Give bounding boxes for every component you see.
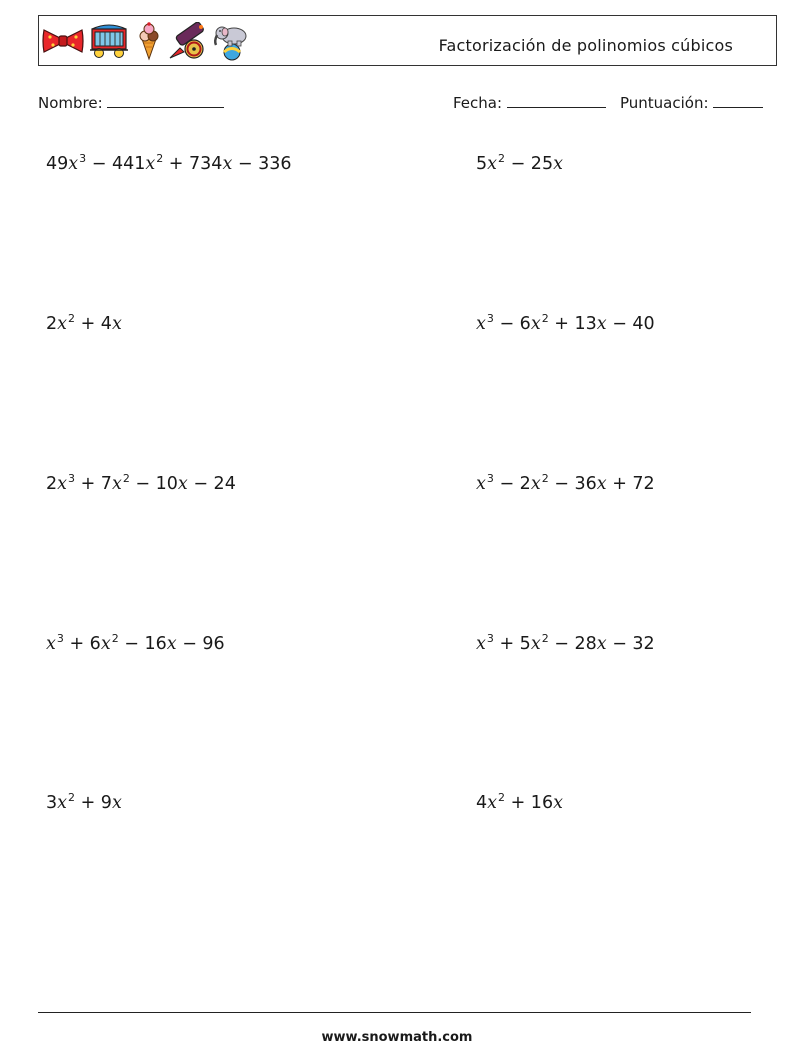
variable: x bbox=[530, 634, 541, 654]
term-text: 4 bbox=[476, 793, 488, 813]
variable: x bbox=[57, 474, 68, 494]
variable: x bbox=[476, 634, 486, 654]
cannon-icon bbox=[168, 22, 208, 60]
problem-4 bbox=[476, 312, 655, 334]
term-text: 2 bbox=[46, 474, 58, 494]
variable: x bbox=[487, 793, 498, 813]
exponent: 2 bbox=[498, 152, 506, 165]
worksheet-header bbox=[38, 15, 777, 66]
variable: x bbox=[553, 154, 563, 174]
variable: x bbox=[57, 314, 68, 334]
score-field[interactable] bbox=[620, 93, 763, 112]
term-text: − 16 bbox=[118, 634, 167, 654]
term-text: 49 bbox=[46, 154, 69, 174]
term-text: + 7 bbox=[75, 474, 112, 494]
problem-10 bbox=[476, 791, 563, 813]
term-text: − 2 bbox=[493, 474, 531, 494]
problem-7 bbox=[46, 632, 225, 654]
variable: x bbox=[68, 154, 79, 174]
name-line[interactable] bbox=[107, 93, 224, 108]
problem-5 bbox=[46, 472, 236, 494]
exponent: 2 bbox=[68, 791, 76, 804]
term-text: + 5 bbox=[493, 634, 531, 654]
exponent: 2 bbox=[111, 632, 119, 645]
term-text: 5 bbox=[476, 154, 488, 174]
variable: x bbox=[166, 634, 177, 654]
variable: x bbox=[553, 793, 563, 813]
name-label: Nombre: bbox=[38, 94, 103, 112]
term-text: − 25 bbox=[505, 154, 554, 174]
exponent: 2 bbox=[498, 791, 506, 804]
worksheet-title: Factorización de polinomios cúbicos bbox=[438, 36, 733, 55]
problem-1 bbox=[46, 152, 292, 174]
term-text: − 24 bbox=[187, 474, 236, 494]
term-text: − 40 bbox=[606, 314, 655, 334]
exponent: 2 bbox=[156, 152, 164, 165]
problem-9 bbox=[46, 791, 122, 813]
problem-6 bbox=[476, 472, 655, 494]
circus-wagon-icon bbox=[88, 23, 130, 59]
variable: x bbox=[530, 314, 541, 334]
bow-tie-icon bbox=[42, 26, 84, 56]
term-text: − 6 bbox=[493, 314, 531, 334]
term-text: + 6 bbox=[63, 634, 101, 654]
term-text: − 441 bbox=[86, 154, 146, 174]
term-text: + 734 bbox=[163, 154, 223, 174]
date-label: Fecha: bbox=[453, 94, 503, 112]
header-icons bbox=[42, 21, 252, 61]
term-text: + 13 bbox=[548, 314, 597, 334]
exponent: 3 bbox=[56, 632, 64, 645]
variable: x bbox=[111, 793, 122, 813]
exponent: 3 bbox=[79, 152, 87, 165]
variable: x bbox=[100, 634, 111, 654]
exponent: 3 bbox=[486, 472, 494, 485]
term-text: − 10 bbox=[129, 474, 178, 494]
ice-cream-icon bbox=[134, 21, 164, 61]
exponent: 2 bbox=[68, 312, 76, 325]
score-line[interactable] bbox=[713, 93, 763, 108]
variable: x bbox=[111, 314, 122, 334]
variable: x bbox=[596, 314, 607, 334]
score-label: Puntuación: bbox=[620, 94, 709, 112]
name-field[interactable] bbox=[38, 93, 224, 112]
variable: x bbox=[111, 474, 122, 494]
variable: x bbox=[177, 474, 188, 494]
problem-2 bbox=[476, 152, 563, 174]
variable: x bbox=[46, 634, 56, 654]
exponent: 3 bbox=[486, 312, 494, 325]
exponent: 2 bbox=[541, 472, 549, 485]
term-text: + 4 bbox=[75, 314, 112, 334]
variable: x bbox=[596, 634, 607, 654]
variable: x bbox=[530, 474, 541, 494]
problem-3 bbox=[46, 312, 122, 334]
exponent: 2 bbox=[122, 472, 130, 485]
term-text: − 28 bbox=[548, 634, 597, 654]
term-text: 2 bbox=[46, 314, 58, 334]
exponent: 2 bbox=[541, 632, 549, 645]
footer-divider bbox=[38, 1012, 751, 1013]
variable: x bbox=[596, 474, 607, 494]
variable: x bbox=[222, 154, 233, 174]
exponent: 3 bbox=[486, 632, 494, 645]
variable: x bbox=[145, 154, 156, 174]
problem-8 bbox=[476, 632, 655, 654]
date-field[interactable] bbox=[453, 93, 606, 112]
variable: x bbox=[487, 154, 498, 174]
variable: x bbox=[57, 793, 68, 813]
variable: x bbox=[476, 474, 486, 494]
term-text: − 32 bbox=[606, 634, 655, 654]
term-text: + 9 bbox=[75, 793, 112, 813]
variable: x bbox=[476, 314, 486, 334]
exponent: 2 bbox=[541, 312, 549, 325]
date-line[interactable] bbox=[507, 93, 606, 108]
exponent: 3 bbox=[68, 472, 76, 485]
term-text: 3 bbox=[46, 793, 58, 813]
term-text: − 336 bbox=[232, 154, 292, 174]
footer-url[interactable]: www.snowmath.com bbox=[321, 1030, 473, 1045]
term-text: + 72 bbox=[606, 474, 655, 494]
elephant-on-ball-icon bbox=[212, 21, 252, 61]
term-text: + 16 bbox=[505, 793, 554, 813]
term-text: − 96 bbox=[176, 634, 225, 654]
term-text: − 36 bbox=[548, 474, 597, 494]
